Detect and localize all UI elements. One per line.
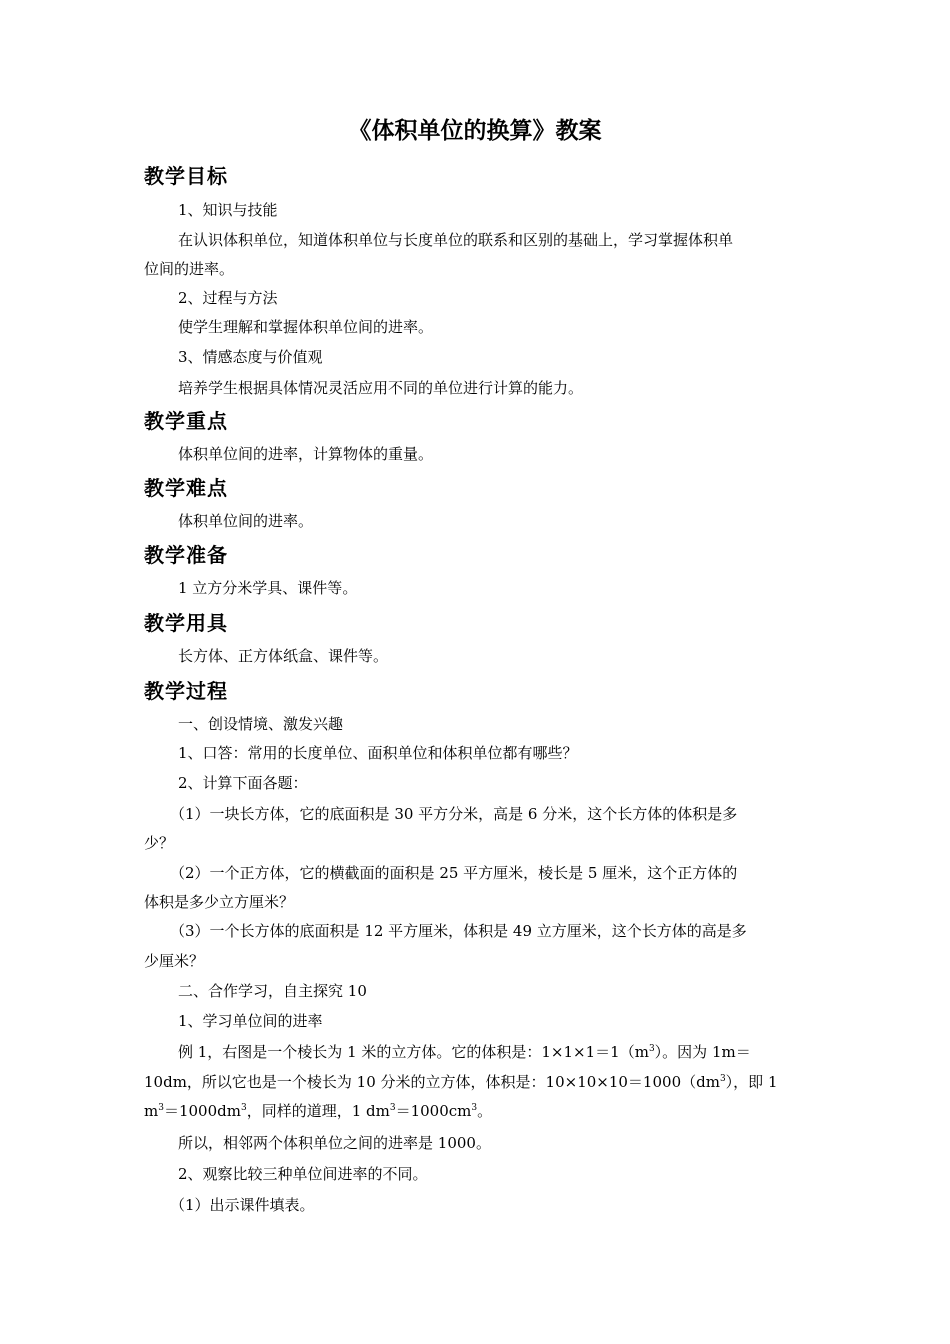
knowledge-label: 1、知识与技能 bbox=[178, 201, 278, 219]
preparation-text: 1 立方分米学具、课件等。 bbox=[178, 579, 358, 597]
process-s2: 2、观察比较三种单位间进率的不同。 bbox=[178, 1165, 428, 1183]
process-text: 使学生理解和掌握体积单位间的进率。 bbox=[178, 318, 434, 336]
process-s2-1: （1）出示课件填表。 bbox=[170, 1196, 315, 1214]
example-line3: $m^3=1000dm^3$，同样的道理，1 $dm^3=1000cm^3$。 bbox=[144, 1102, 493, 1120]
process-label: 2、过程与方法 bbox=[178, 289, 278, 307]
process-part1: 一、创设情境、激发兴趣 bbox=[178, 715, 344, 733]
knowledge-text-line2: 位间的进率。 bbox=[144, 260, 235, 278]
tools-text: 长方体、正方体纸盒、课件等。 bbox=[178, 647, 389, 665]
example-line2: 10dm，所以它也是一个棱长为 10 分米的立方体，体积是：$10\times 10\times 10=1000(dm^3)$，即 1 bbox=[144, 1073, 778, 1091]
process-q1: 1、口答：常用的长度单位、面积单位和体积单位都有哪些？ bbox=[178, 744, 578, 762]
conclusion-text: 所以，相邻两个体积单位之间的进率是 1000。 bbox=[178, 1134, 491, 1152]
process-q2-2-line1: （2）一个正方体，它的横截面的面积是 25 平方厘米，棱长是 5 厘米，这个正方体的 bbox=[170, 864, 738, 882]
heading-key-points: 教学重点 bbox=[144, 409, 228, 433]
heading-difficulties: 教学难点 bbox=[144, 476, 228, 500]
process-part2: 二、合作学习，自主探究 10 bbox=[178, 982, 367, 1000]
attitude-text: 培养学生根据具体情况灵活应用不同的单位进行计算的能力。 bbox=[178, 379, 584, 397]
attitude-label: 3、情感态度与价值观 bbox=[178, 348, 323, 366]
key-points-text: 体积单位间的进率，计算物体的重量。 bbox=[178, 445, 434, 463]
process-q2-1-line2: 少？ bbox=[144, 834, 175, 852]
example-line1: 例 1，右图是一个棱长为 1 米的立方体。它的体积是：$1\times 1\times 1=1(m^3)$。因为 1m＝ bbox=[178, 1043, 751, 1061]
process-q2: 2、计算下面各题： bbox=[178, 774, 308, 792]
heading-process: 教学过程 bbox=[144, 679, 228, 703]
heading-goals: 教学目标 bbox=[144, 164, 228, 188]
process-q2-3-line1: （3）一个长方体的底面积是 12 平方厘米，体积是 49 立方厘米，这个长方体的高是多 bbox=[170, 922, 747, 940]
knowledge-text-line1: 在认识体积单位，知道体积单位与长度单位的联系和区别的基础上，学习掌握体积单 bbox=[178, 231, 734, 249]
process-q2-3-line2: 少厘米？ bbox=[144, 952, 205, 970]
process-s1: 1、学习单位间的进率 bbox=[178, 1012, 323, 1030]
heading-preparation: 教学准备 bbox=[144, 543, 228, 567]
heading-tools: 教学用具 bbox=[144, 611, 228, 635]
page-title: 《体积单位的换算》教案 bbox=[348, 118, 602, 144]
process-q2-2-line2: 体积是多少立方厘米？ bbox=[144, 893, 295, 911]
process-q2-1-line1: （1）一块长方体，它的底面积是 30 平方分米，高是 6 分米，这个长方体的体积是多 bbox=[170, 805, 738, 823]
difficulties-text: 体积单位间的进率。 bbox=[178, 512, 314, 530]
